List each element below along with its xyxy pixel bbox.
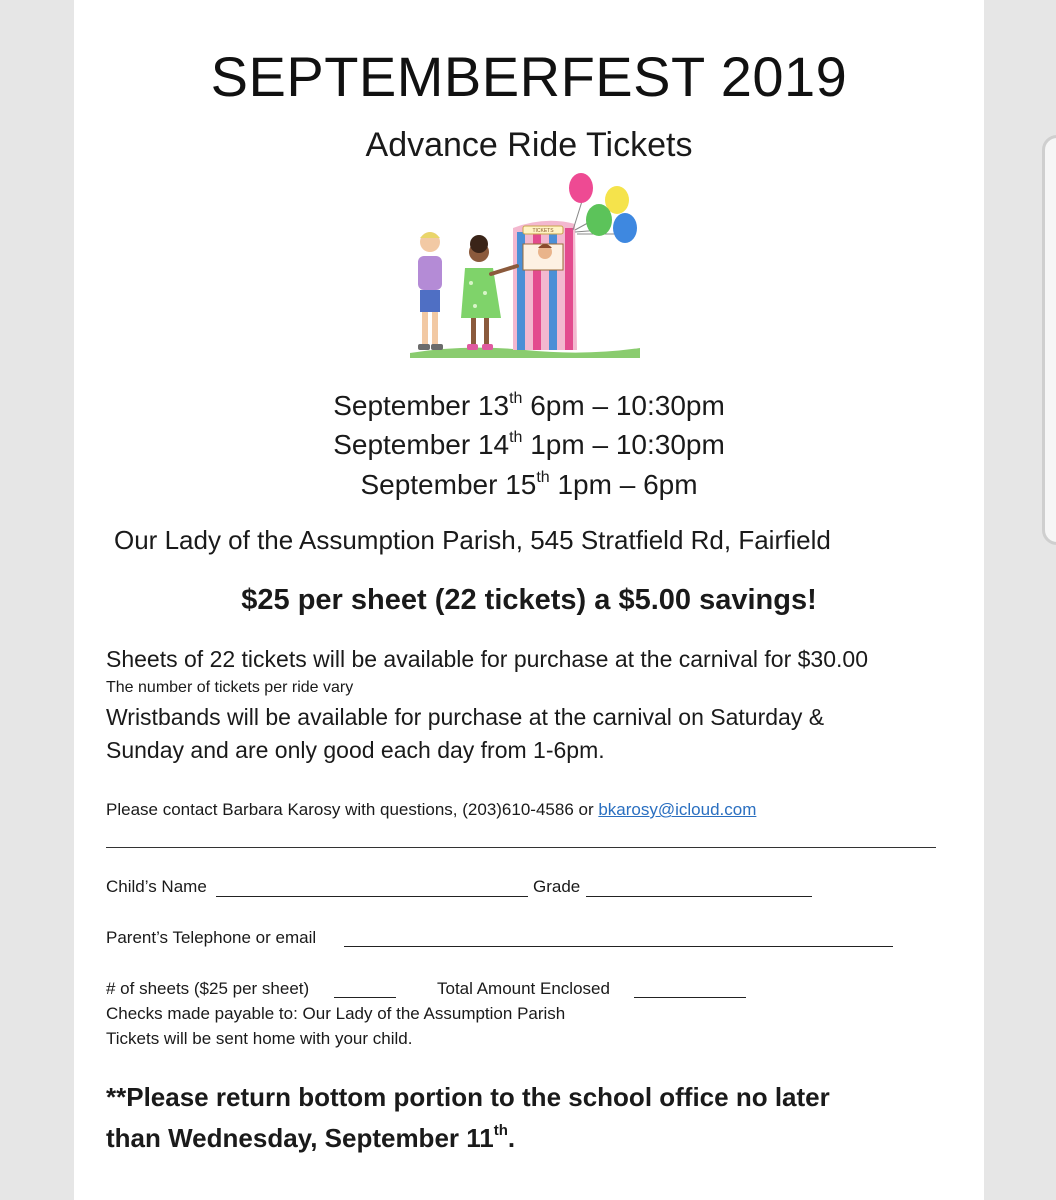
- sheets-count-field[interactable]: [334, 997, 396, 998]
- flyer-subtitle: Advance Ride Tickets: [365, 126, 693, 164]
- parent-contact-label: Parent’s Telephone or email: [106, 928, 317, 947]
- date-line-2: September 14th 1pm – 10:30pm: [333, 429, 725, 460]
- cut-line-divider: [106, 847, 936, 848]
- child-name-label: Child’s Name: [106, 877, 207, 896]
- wristbands-note-line2: Sunday and are only good each day from 1-6pm.: [106, 737, 605, 763]
- tickets-note: Tickets will be sent home with your child.: [106, 1029, 413, 1048]
- grade-label: Grade: [533, 877, 581, 896]
- event-location: Our Lady of the Assumption Parish, 545 Stratfield Rd, Fairfield: [114, 525, 831, 555]
- date-line-1: September 13th 6pm – 10:30pm: [333, 390, 725, 421]
- price-headline: $25 per sheet (22 tickets) a $5.00 savings!: [241, 584, 817, 616]
- date-line-3: September 15th 1pm – 6pm: [360, 469, 698, 500]
- flyer-title: SEPTEMBERFEST 2019: [210, 45, 848, 108]
- total-amount-label: Total Amount Enclosed: [437, 979, 610, 998]
- balloons-icon: [569, 173, 637, 243]
- girl-figure: [461, 235, 517, 350]
- sheets-count-label: # of sheets ($25 per sheet): [106, 979, 310, 998]
- child-name-field[interactable]: [216, 896, 528, 897]
- total-amount-field[interactable]: [634, 997, 746, 998]
- ticket-booth: [513, 221, 577, 350]
- contact-info: Please contact Barbara Karosy with questions, (203)610-4586 or bkarosy@icloud.com: [106, 800, 757, 819]
- ticket-booth-illustration: [405, 168, 645, 368]
- scroll-handle[interactable]: [1042, 135, 1056, 545]
- checks-note: Checks made payable to: Our Lady of the Assumption Parish: [106, 1004, 566, 1023]
- wristbands-note-line1: Wristbands will be available for purchase at the carnival on Saturday &: [106, 704, 825, 730]
- rides-note: The number of tickets per ride vary: [106, 679, 354, 696]
- boy-figure: [418, 232, 443, 350]
- parent-contact-field[interactable]: [344, 946, 893, 947]
- sheets-note: Sheets of 22 tickets will be available for purchase at the carnival for $30.00: [106, 646, 868, 672]
- contact-email-link[interactable]: bkarosy@icloud.com: [598, 800, 757, 819]
- return-instructions-line1: **Please return bottom portion to the school office no later: [106, 1082, 830, 1112]
- booth-sign: TICKETS: [532, 228, 554, 234]
- return-instructions-line2: than Wednesday, September 11th.: [106, 1122, 516, 1153]
- grade-field[interactable]: [586, 896, 812, 897]
